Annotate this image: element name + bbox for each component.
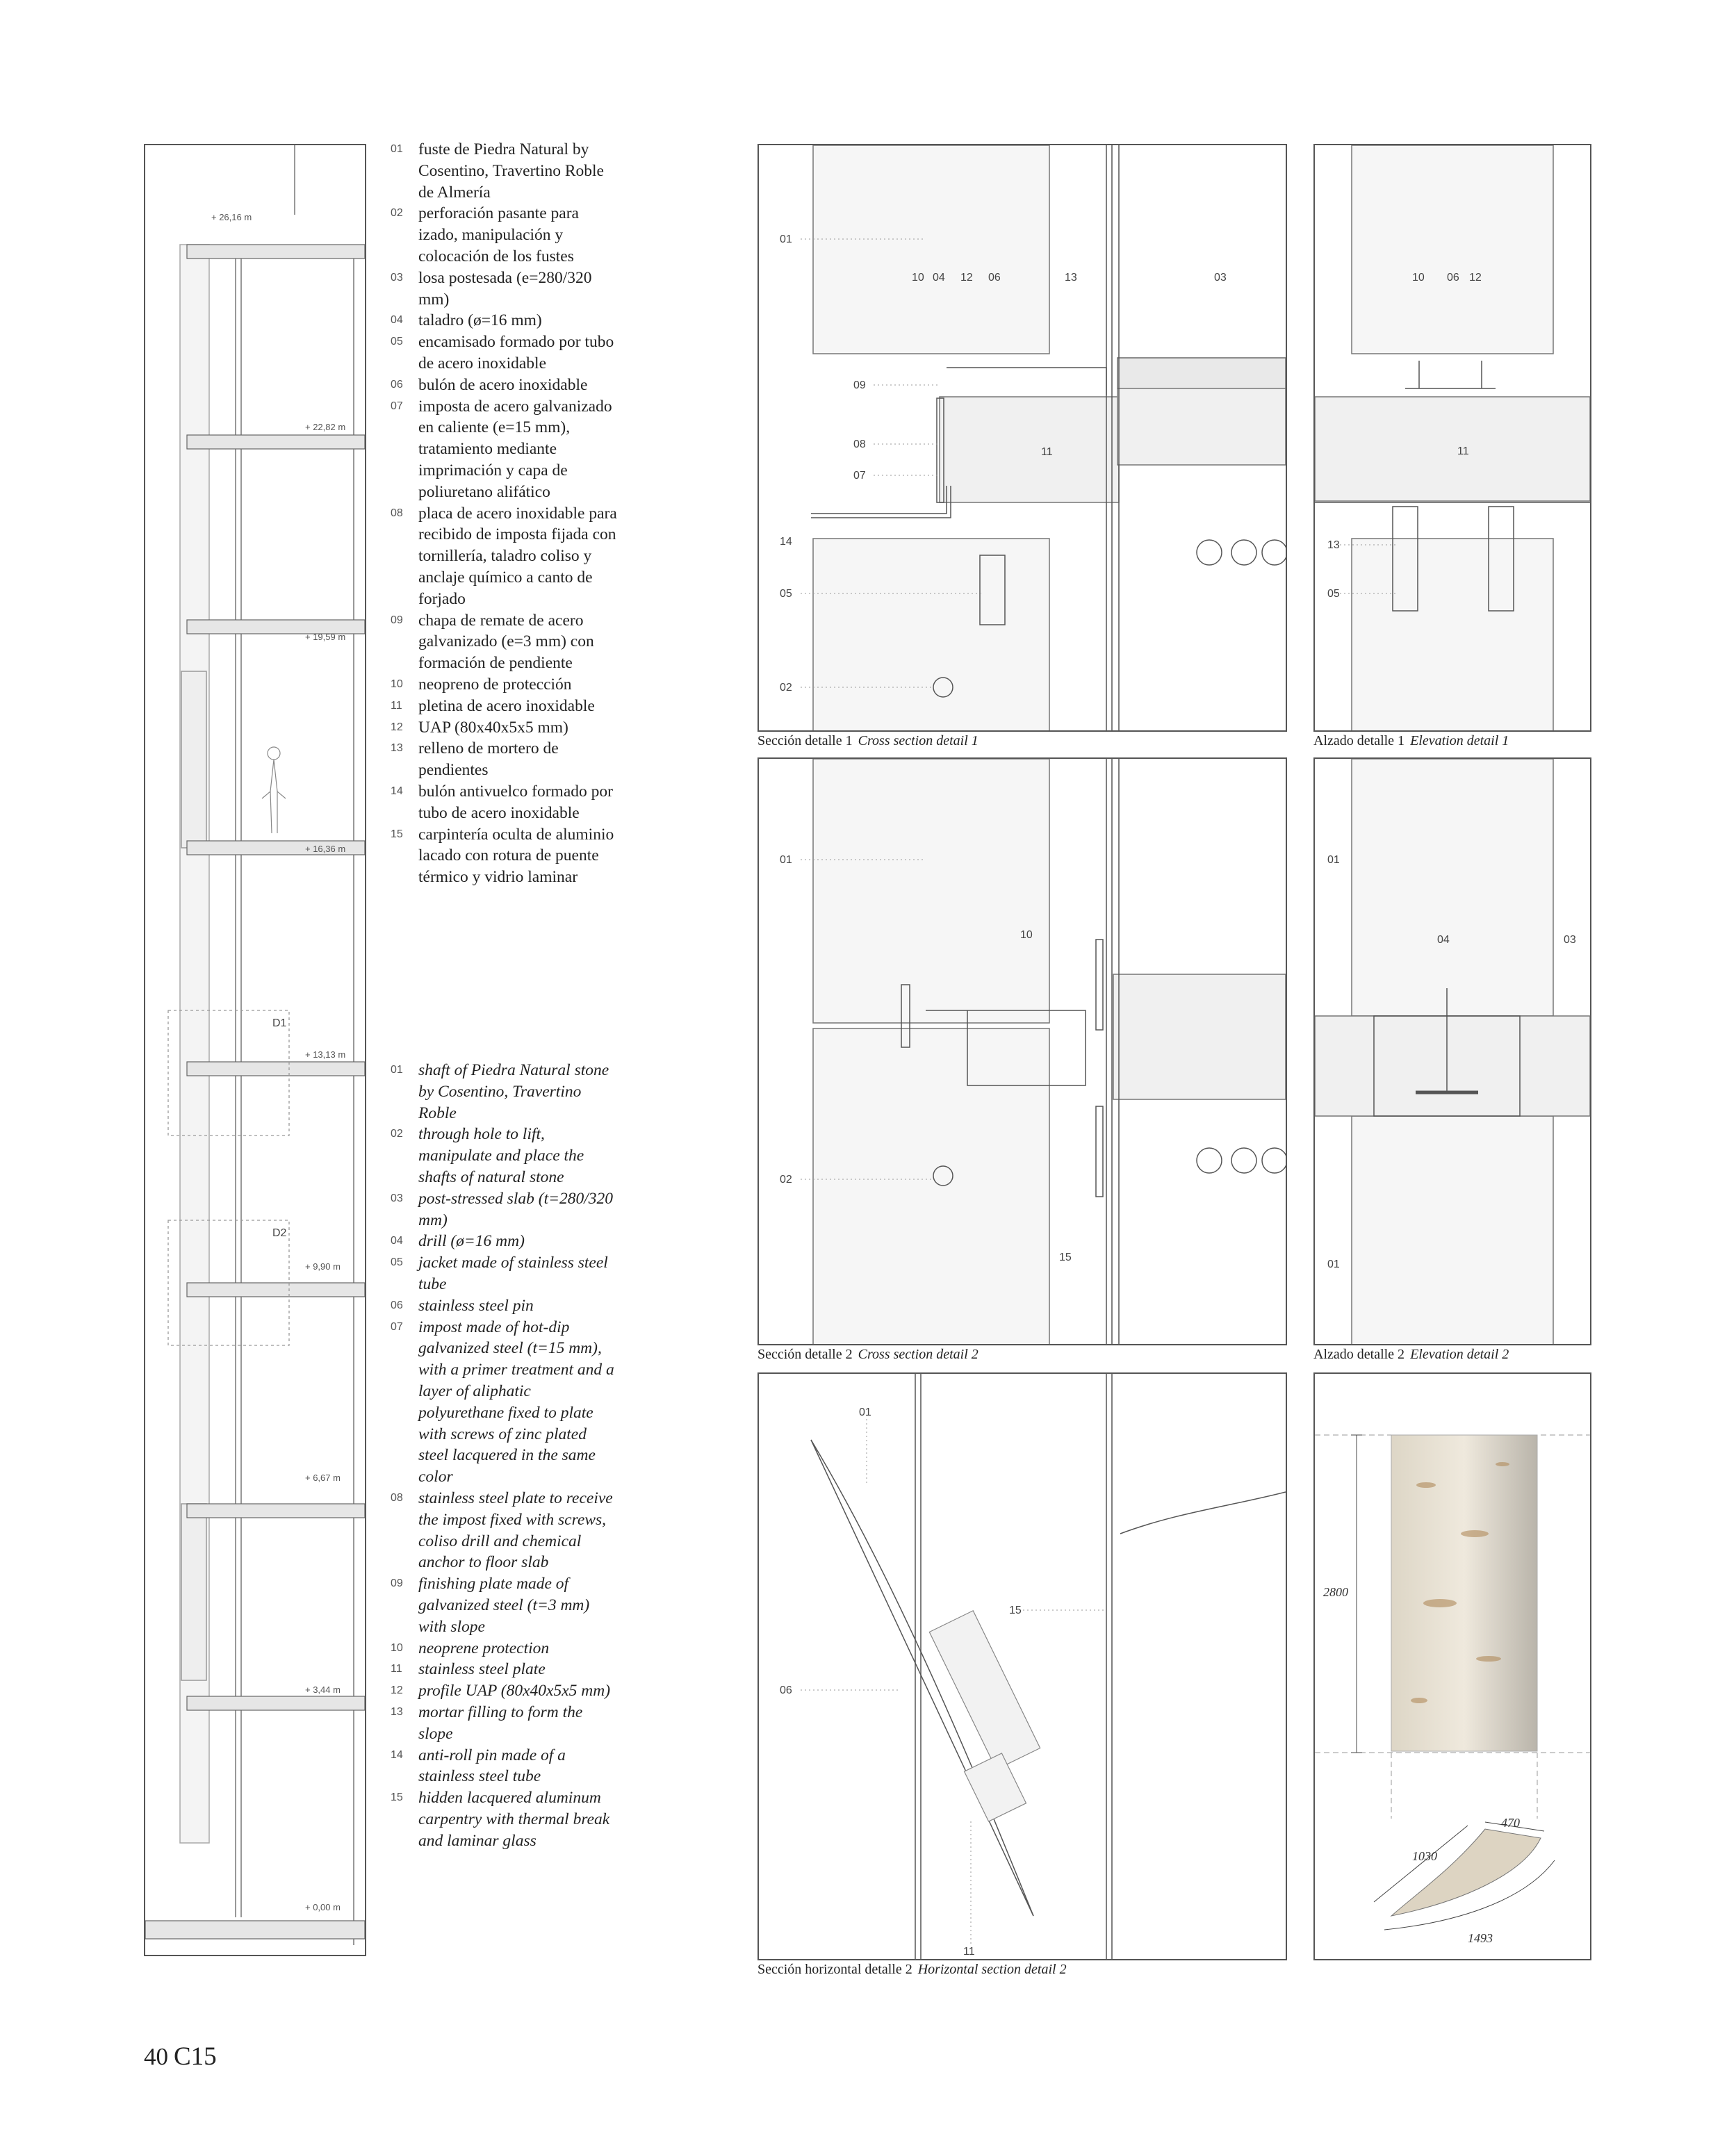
caption: Alzado detalle 1 Elevation detail 1	[1313, 733, 1509, 748]
callout: 11	[963, 1946, 975, 1958]
legend-item: 02 through hole to lift, manipulate and place the shafts of natural stone	[391, 1125, 584, 1186]
callout: 11	[1041, 446, 1053, 458]
page-footer	[144, 2042, 217, 2072]
legend-item: 03 post-stressed slab (t=280/320 mm)	[391, 1189, 614, 1229]
level-label: + 0,00 m	[305, 1902, 341, 1912]
legend-item: 07 imposta de acero galvanizado en caliente (e=15 mm), tratamiento mediante imprimación y capa de poliuretano alifático	[391, 397, 612, 501]
callout: 15	[1009, 1605, 1022, 1616]
callout: 01	[780, 854, 792, 866]
level-label: + 22,82 m	[305, 422, 346, 432]
callout: 14	[780, 536, 792, 548]
level-label: + 19,59 m	[305, 632, 346, 642]
travertine-shaft-image	[1391, 1435, 1537, 1751]
callout: 15	[1059, 1252, 1072, 1263]
stone-shaft-elevation	[1313, 1372, 1591, 1960]
callout: 08	[853, 438, 866, 450]
legend-item: 04 drill (ø=16 mm)	[391, 1232, 525, 1251]
callout: 10	[1020, 929, 1033, 941]
dimension-height: 2800	[1323, 1585, 1348, 1599]
legend-item: 15 carpintería oculta de aluminio lacado con rotura de puente térmico y vidrio laminar	[391, 825, 614, 887]
legend-item: 02 perforación pasante para izado, manipulación y colocación de los fustes	[391, 204, 579, 265]
level-label: + 16,36 m	[305, 844, 346, 854]
callout: 04	[933, 272, 945, 284]
legend-item: 01 fuste de Piedra Natural by Cosentino, Travertino Roble de Almería	[391, 140, 604, 202]
callout: 01	[1327, 1259, 1340, 1270]
detail-mark-d1: D1	[272, 1017, 287, 1029]
legend-item: 06 bulón de acero inoxidable	[391, 375, 588, 394]
legend-item: 10 neopreno de protección	[391, 675, 572, 694]
level-label: + 6,67 m	[305, 1473, 341, 1483]
callout: 13	[1327, 539, 1340, 551]
legend-item: 03 losa postesada (e=280/320 mm)	[391, 268, 592, 309]
callout: 12	[1469, 272, 1482, 284]
legend-item: 08 placa de acero inoxidable para recibido de imposta fijada con tornillería, taladro coliso y anclaje químico a canto de forjado	[391, 504, 617, 608]
callout: 07	[853, 470, 866, 482]
callout: 06	[780, 1684, 792, 1696]
elevation-detail-1	[1313, 144, 1591, 732]
legend-item: 13 relleno de mortero de pendientes	[391, 739, 559, 780]
callout: 03	[1214, 272, 1227, 284]
callout: 01	[859, 1407, 871, 1418]
legend-item: 08 stainless steel plate to receive the impost fixed with screws, coliso drill and chemical anchor to floor slab	[391, 1489, 613, 1572]
page-number: 40	[144, 2043, 168, 2070]
legend-item: 05 jacket made of stainless steel tube	[391, 1254, 608, 1293]
caption: Sección detalle 1 Cross section detail 1	[758, 733, 978, 748]
callout: 05	[1327, 588, 1340, 600]
legend-spanish	[391, 139, 620, 888]
cross-section-detail-1	[758, 144, 1287, 732]
caption: Alzado detalle 2 Elevation detail 2	[1313, 1347, 1509, 1362]
legend-item: 12 UAP (80x40x5x5 mm)	[391, 718, 568, 737]
callout: 11	[1457, 445, 1469, 457]
legend-item: 14 bulón antivuelco formado por tubo de acero inoxidable	[391, 782, 613, 822]
magazine-mark: C15	[174, 2042, 217, 2071]
legend-item: 10 neoprene protection	[391, 1639, 550, 1657]
legend-item: 12 profile UAP (80x40x5x5 mm)	[391, 1682, 611, 1700]
cross-section-detail-2	[758, 757, 1287, 1345]
elevation-detail-2	[1313, 757, 1591, 1345]
callout: 06	[1447, 272, 1459, 284]
callout: 02	[780, 682, 792, 694]
legend-item: 15 hidden lacquered aluminum carpentry with thermal break and laminar glass	[391, 1789, 610, 1850]
legend-item: 11 stainless steel plate	[391, 1660, 546, 1679]
legend-item: 06 stainless steel pin	[391, 1296, 534, 1315]
level-label: + 13,13 m	[305, 1049, 346, 1060]
legend-english	[391, 1060, 620, 1851]
callout: 02	[780, 1174, 792, 1186]
legend-item: 14 anti-roll pin made of a stainless steel tube	[391, 1746, 566, 1786]
legend-item: 01 shaft of Piedra Natural stone by Cosentino, Travertino Roble	[391, 1061, 609, 1122]
caption: Sección detalle 2 Cross section detail 2	[758, 1347, 978, 1362]
callout: 12	[960, 272, 973, 284]
level-label: + 9,90 m	[305, 1261, 341, 1272]
callout: 10	[912, 272, 924, 284]
legend-item: 13 mortar filling to form the slope	[391, 1703, 583, 1743]
detail-mark-d2: D2	[272, 1227, 287, 1239]
dimension-side: 1030	[1412, 1849, 1437, 1863]
callout: 06	[988, 272, 1001, 284]
legend-item: 09 chapa de remate de acero galvanizado (e=3 mm) con formación de pendiente	[391, 611, 594, 673]
legend-item: 07 impost made of hot-dip galvanized steel (t=15 mm), with a primer treatment and a layer of aliphatic polyurethane fixed to plate with screws of zinc plated steel lacquered in the same color	[391, 1318, 614, 1486]
callout: 05	[780, 588, 792, 600]
callout: 10	[1412, 272, 1425, 284]
dimension-arc: 1493	[1468, 1931, 1493, 1945]
dimension-top-width: 470	[1501, 1816, 1520, 1830]
callout: 13	[1065, 272, 1077, 284]
level-label: + 3,44 m	[305, 1684, 341, 1695]
caption: Sección horizontal detalle 2 Horizontal section detail 2	[758, 1962, 1067, 1977]
legend-item: 04 taladro (ø=16 mm)	[391, 311, 542, 330]
level-label: + 26,16 m	[211, 212, 252, 222]
legend-item: 09 finishing plate made of galvanized steel (t=3 mm) with slope	[391, 1575, 590, 1636]
building-section-drawing	[144, 144, 366, 1956]
legend-item: 11 pletina de acero inoxidable	[391, 696, 595, 715]
callout: 03	[1564, 934, 1576, 946]
callout: 01	[1327, 854, 1340, 866]
horizontal-section-detail-2	[758, 1372, 1287, 1960]
callout: 04	[1437, 934, 1450, 946]
legend-item: 05 encamisado formado por tubo de acero inoxidable	[391, 333, 614, 372]
callout: 09	[853, 379, 866, 391]
callout: 01	[780, 233, 792, 245]
